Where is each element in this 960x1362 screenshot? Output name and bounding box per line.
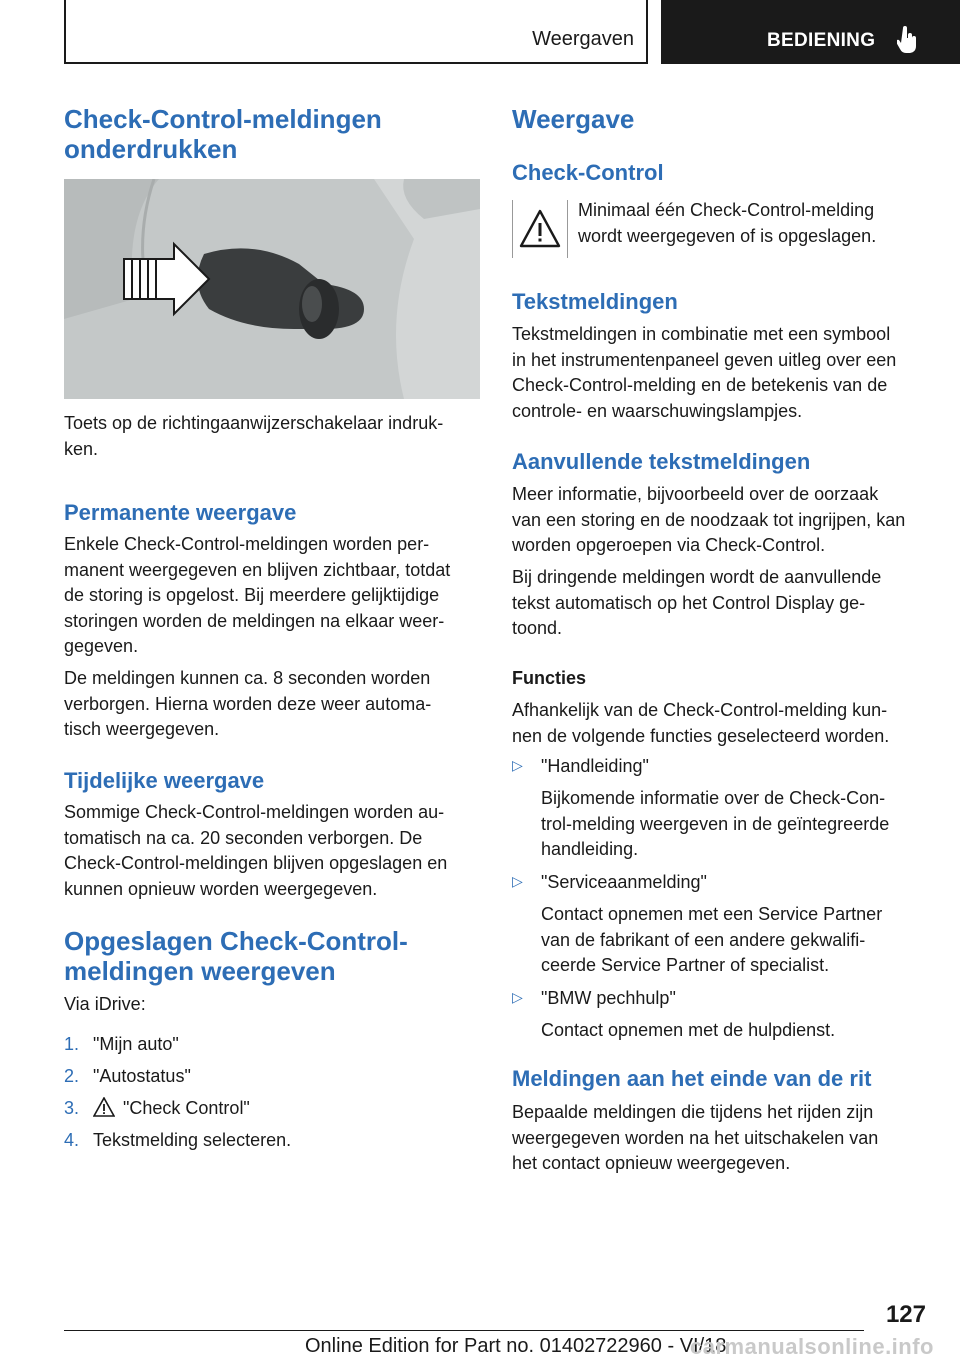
list-item <box>64 1028 480 1060</box>
heading-text-messages: Tekstmeldingen <box>512 289 678 314</box>
text-line: Bij dringende meldingen wordt de aanvullende <box>512 567 882 587</box>
additional-paragraph-2 <box>512 565 928 642</box>
function-label: "BMW pechhulp" <box>541 988 676 1008</box>
heading-functions: Functies <box>512 668 587 688</box>
text-line: trol-melding weergeven in de geïntegreerde <box>541 813 890 834</box>
step-number: 1. <box>64 1034 80 1054</box>
section-title-suppress <box>64 104 480 164</box>
header-section-title: Weergaven <box>532 28 634 50</box>
text-line: toond. <box>512 618 563 638</box>
step-number: 3. <box>64 1098 80 1118</box>
left-column <box>64 104 480 1150</box>
warning-triangle-icon <box>513 200 567 258</box>
text-line: Minimaal één Check-Control-melding <box>578 200 875 220</box>
permanent-paragraph-2 <box>64 666 480 743</box>
footer-divider <box>64 1330 864 1331</box>
text-line: ken. <box>64 438 99 459</box>
triangle-bullet-icon: ▷ <box>512 989 523 1005</box>
step-text: Tekstmelding selecteren. <box>93 1130 292 1150</box>
function-label: "Handleiding" <box>541 756 649 776</box>
figure-caption <box>64 411 480 462</box>
turn-signal-stalk-illustration <box>64 179 480 399</box>
function-description <box>541 902 931 979</box>
text-line: kunnen opnieuw worden weergegeven. <box>64 878 378 899</box>
text-line: Tekstmeldingen in combinatie met een symbool <box>512 324 891 344</box>
step-number: 2. <box>64 1066 80 1086</box>
list-item <box>64 1092 480 1124</box>
footer-edition: Online Edition for Part no. 01402722960 - VI/18 <box>305 1335 727 1357</box>
text-line: wordt weergegeven of is opgeslagen. <box>578 225 877 246</box>
heading-end-of-trip: Meldingen aan het einde van de rit <box>512 1066 872 1091</box>
list-item <box>64 1060 480 1092</box>
text-line: Afhankelijk van de Check-Control-melding kun- <box>512 700 888 720</box>
section-title-display: Weergave <box>512 104 635 134</box>
text-line: Toets op de richtingaanwijzerschakelaar indruk- <box>64 413 444 433</box>
additional-paragraph-1 <box>512 482 928 559</box>
text-line: van de fabrikant of een andere gekwalifi- <box>541 929 866 950</box>
text-line: tisch weergegeven. <box>64 719 220 739</box>
text-line: handleiding. <box>541 839 639 859</box>
stored-intro: Via iDrive: <box>64 994 146 1014</box>
heading-permanent: Permanente weergave <box>64 500 297 525</box>
text-line: ceerde Service Partner of specialist. <box>541 955 830 975</box>
text-line: Check-Control-melding en de betekenis van de <box>512 375 888 395</box>
text-line: weergegeven worden na het uitschakelen van <box>512 1127 879 1148</box>
functions-intro <box>512 698 928 749</box>
text-line: Bepaalde meldingen die tijdens het rijden zijn <box>512 1102 874 1122</box>
text-line: Bijkomende informatie over de Check-Con- <box>541 788 886 808</box>
text-line: het contact opnieuw weergegeven. <box>512 1153 791 1173</box>
text-line: storingen worden de meldingen na elkaar weer- <box>64 610 445 631</box>
step-number: 4. <box>64 1130 80 1150</box>
step-text-with-icon <box>93 1092 250 1124</box>
heading-temporary: Tijdelijke weergave <box>64 768 265 793</box>
permanent-paragraph-1 <box>64 532 480 660</box>
text-line: verborgen. Hierna worden deze weer automa- <box>64 693 432 714</box>
stored-steps-list <box>64 1028 480 1156</box>
text-line: in het instrumentenpaneel geven uitleg over een <box>512 349 897 370</box>
function-description <box>541 786 931 863</box>
check-control-text <box>578 198 928 249</box>
temporary-paragraph-1 <box>64 800 480 902</box>
text-line: Meer informatie, bijvoorbeeld over de oorzaak <box>512 484 879 504</box>
header-chapter-tab <box>661 0 960 64</box>
end-of-trip-paragraph <box>512 1100 928 1177</box>
text-line: controle- en waarschuwingslampjes. <box>512 400 803 421</box>
step-text: "Mijn auto" <box>93 1034 179 1054</box>
text-line: van een storing en de noodzaak tot ingrijpen, kan <box>512 509 906 530</box>
title-line: Opgeslagen Check-Control- <box>64 926 408 956</box>
text-line: Contact opnemen met een Service Partner <box>541 904 883 924</box>
text-line: tekst automatisch op het Control Display ge- <box>512 592 866 613</box>
header-box <box>64 0 648 64</box>
step-text: "Check Control" <box>123 1098 250 1118</box>
function-description <box>541 1018 931 1044</box>
heading-check-control: Check-Control <box>512 160 664 185</box>
text-line: Check-Control-meldingen blijven opgeslagen en <box>64 853 448 873</box>
functions-list <box>512 754 928 1054</box>
text-line: manent weergegeven en blijven zichtbaar, totdat <box>64 559 451 580</box>
triangle-bullet-icon: ▷ <box>512 873 523 889</box>
text-line: Sommige Check-Control-meldingen worden au- <box>64 802 445 822</box>
pointing-hand-icon <box>897 26 919 54</box>
title-line: onderdrukken <box>64 134 238 164</box>
text-line: de storing is opgelost. Bij meerdere gelijktijdige <box>64 585 440 605</box>
watermark-text: carmanualsonline.info <box>690 1334 934 1359</box>
text-messages-paragraph <box>512 322 928 424</box>
text-line: tomatisch na ca. 20 seconden verborgen. De <box>64 827 423 848</box>
page-number: 127 <box>885 1301 926 1328</box>
text-line: De meldingen kunnen ca. 8 seconden worden <box>64 668 431 688</box>
warning-symbol-box <box>512 200 568 258</box>
triangle-bullet-icon: ▷ <box>512 757 523 773</box>
list-item <box>64 1124 480 1156</box>
function-label: "Serviceaanmelding" <box>541 872 707 892</box>
warning-triangle-icon <box>93 1097 115 1117</box>
title-line: Check-Control-meldingen <box>64 104 382 134</box>
title-line: meldingen weergeven <box>64 956 336 986</box>
step-text: "Autostatus" <box>93 1066 191 1086</box>
header-chapter-label: BEDIENING <box>767 30 876 51</box>
text-line: nen de volgende functies geselecteerd worden. <box>512 725 890 746</box>
stalk-drawing <box>64 179 480 399</box>
heading-stored <box>64 926 480 986</box>
text-line: Contact opnemen met de hulpdienst. <box>541 1020 836 1040</box>
text-line: gegeven. <box>64 636 139 656</box>
heading-additional: Aanvullende tekstmeldingen <box>512 449 811 474</box>
text-line: Enkele Check-Control-meldingen worden per- <box>64 534 430 554</box>
text-line: worden opgeroepen via Check-Control. <box>512 535 826 555</box>
